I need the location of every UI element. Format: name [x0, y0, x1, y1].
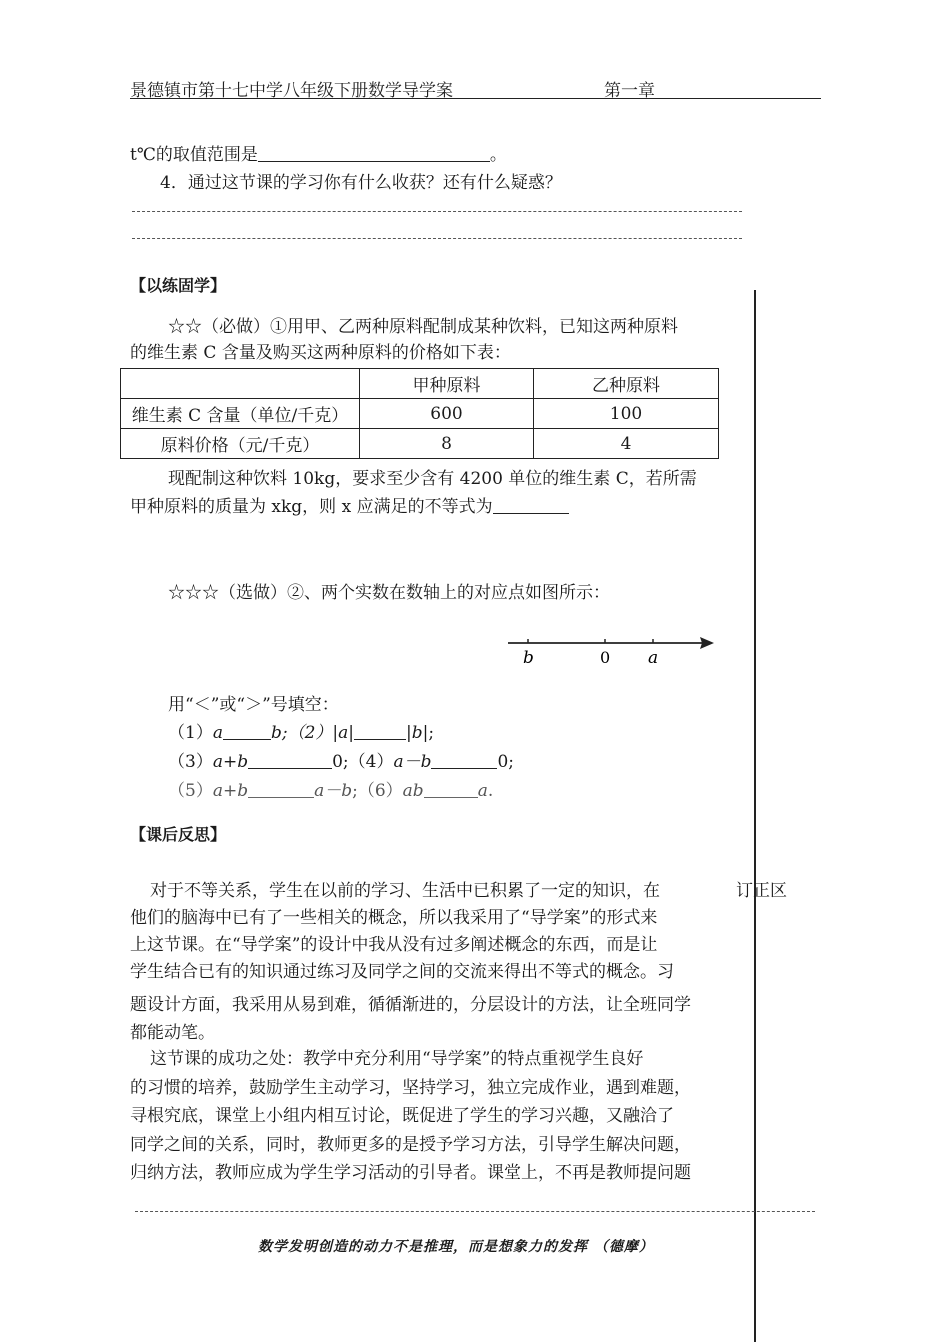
range-blank[interactable]	[258, 145, 490, 162]
table-cell: 4	[534, 429, 719, 459]
problem1-line2: 的维生素 C 含量及购买这两种原料的价格如下表：	[130, 343, 511, 363]
q1-mid: b;（2）|	[270, 723, 339, 743]
reflection-line: 都能动笔。	[130, 1023, 215, 1043]
answer-blank[interactable]	[431, 752, 497, 769]
header-title: 景德镇市第十七中学八年级下册数学导学案	[130, 81, 453, 101]
section-practice-title: 【以练固学】	[130, 276, 227, 295]
problem1-after2	[130, 496, 569, 518]
problem2-q5	[168, 780, 493, 802]
q3-label: （3）	[168, 752, 213, 772]
answer-blank[interactable]	[424, 781, 478, 798]
question-4: 4．通过这节课的学习你有什么收获？还有什么疑惑？	[160, 173, 562, 193]
expr-a-plus-b: a+b	[212, 752, 249, 772]
answer-blank[interactable]	[223, 723, 271, 740]
problem2-q3	[168, 751, 514, 773]
section-reflection-title: 【课后反思】	[130, 825, 227, 844]
table-cell: 600	[360, 399, 534, 429]
label-b: b	[523, 648, 534, 668]
table-cell: 原料价格（元/千克）	[121, 429, 360, 459]
q5-label: （5）	[168, 781, 213, 801]
reflection-line: 的习惯的培养，鼓励学生主动学习，坚持学习，独立完成作业，遇到难题，	[130, 1078, 691, 1098]
number-line-arrow-icon	[700, 637, 714, 649]
problem2-q1	[168, 722, 434, 744]
reflection-line: 寻根究底，课堂上小组内相互讨论，既促进了学生的学习兴趣，又融洽了	[130, 1106, 674, 1126]
period: .	[487, 781, 494, 801]
expr-a-minus-b: a－b	[393, 752, 432, 772]
table-header-cell: 乙种原料	[534, 369, 719, 399]
reflection-line: 学生结合已有的知识通过练习及同学之间的交流来得出不等式的概念。习	[130, 962, 674, 982]
var-a: a	[338, 723, 349, 743]
problem2-intro: ☆☆☆（选做）②、两个实数在数轴上的对应点如图所示：	[168, 583, 610, 603]
q1-label: （1）	[168, 723, 213, 743]
correction-column-rule	[754, 290, 756, 1342]
abs-bar: |	[406, 723, 412, 743]
materials-table	[120, 368, 719, 459]
answer-blank[interactable]	[354, 723, 406, 740]
abs-bar-end: |;	[422, 723, 435, 743]
answer-line-2[interactable]	[132, 238, 742, 239]
var-a: a	[477, 781, 488, 801]
label-0: 0	[600, 648, 611, 667]
footer-rule	[135, 1211, 815, 1212]
answer-blank[interactable]	[248, 752, 332, 769]
expr-a-minus-b: a－b	[314, 781, 353, 801]
header-rule	[130, 98, 821, 99]
reflection-line: 题设计方面，我采用从易到难，循循渐进的，分层设计的方法，让全班同学	[130, 995, 691, 1015]
var-b: b	[411, 723, 423, 743]
inequality-blank[interactable]	[493, 497, 569, 514]
correction-area-label: 订正区	[736, 881, 787, 901]
table-cell: 100	[534, 399, 719, 429]
reflection-line: 上这节课。在“导学案”的设计中我从没有过多阐述概念的东西，而是让	[130, 935, 658, 955]
header-chapter: 第一章	[604, 81, 655, 101]
answer-blank[interactable]	[248, 781, 314, 798]
table-header-cell: 甲种原料	[360, 369, 534, 399]
range-suffix: 。	[489, 145, 507, 165]
q4-end: 0;	[497, 752, 515, 772]
table-row	[121, 399, 719, 429]
table-header-row	[121, 369, 719, 399]
range-prefix: t℃的取值范围是	[130, 145, 258, 165]
table-cell: 维生素 C 含量（单位/千克）	[121, 399, 360, 429]
abs-bar: |	[348, 723, 354, 743]
table-cell: 8	[360, 429, 534, 459]
reflection-line: 同学之间的关系，同时，教师更多的是授予学习方法，引导学生解决问题，	[130, 1135, 691, 1155]
footer-quote: 数学发明创造的动力不是推理，而是想象力的发挥 （德摩）	[258, 1239, 654, 1255]
answer-line-1[interactable]	[132, 211, 742, 212]
table-row	[121, 429, 719, 459]
label-a: a	[648, 648, 659, 668]
problem2-fill: 用“＜”或“＞”号填空：	[168, 695, 339, 715]
var-a: a	[212, 723, 223, 743]
table-header-cell	[121, 369, 360, 399]
q6-label: ;（6）	[352, 781, 403, 801]
problem1-line1: ☆☆（必做）①用甲、乙两种原料配制成某种饮料，已知这两种原料	[168, 317, 678, 337]
expr-a-plus-b: a+b	[212, 781, 249, 801]
reflection-line: 归纳方法，教师应成为学生学习活动的引导者。课堂上，不再是教师提问题	[130, 1163, 691, 1183]
number-line	[500, 628, 730, 672]
problem1-after1: 现配制这种饮料 10kg，要求至少含有 4200 单位的维生素 C，若所需	[168, 469, 697, 489]
problem1-after2-text: 甲种原料的质量为 xkg，则 x 应满足的不等式为	[130, 497, 493, 517]
reflection-line: 他们的脑海中已有了一些相关的概念，所以我采用了“导学案”的形式来	[130, 908, 658, 928]
reflection-line: 这节课的成功之处：教学中充分利用“导学案”的特点重视学生良好	[150, 1049, 644, 1069]
reflection-line: 对于不等关系，学生在以前的学习、生活中已积累了一定的知识，在	[150, 881, 660, 901]
range-question	[130, 144, 507, 166]
expr-ab: ab	[402, 781, 424, 801]
q3-mid: 0;（4）	[332, 752, 394, 772]
